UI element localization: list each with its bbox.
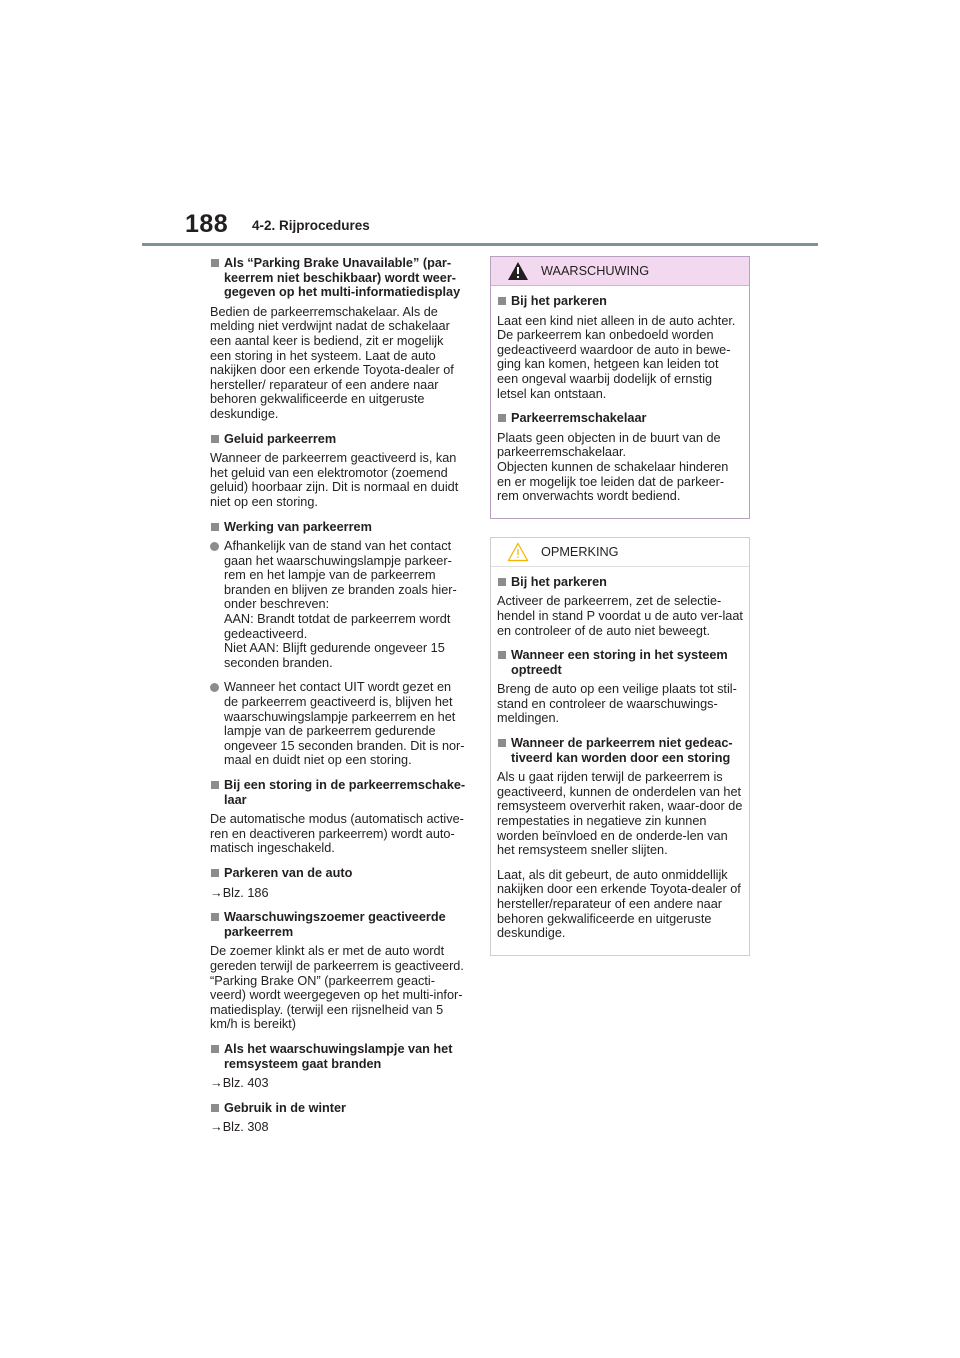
page-reference-link[interactable]: →Blz. 186	[210, 885, 269, 900]
topic-heading	[497, 411, 743, 426]
section-title: 4-2. Rijprocedures	[252, 218, 370, 233]
page-reference-link[interactable]: →Blz. 308	[210, 1120, 269, 1135]
heading-text: Bij het parkeren	[511, 294, 607, 308]
topic-heading	[497, 575, 743, 590]
note-title: OPMERKING	[541, 544, 619, 559]
heading-text: Als “Parking Brake Unavailable” (par- keerrem niet beschikbaar) wordt weer- gegeven op het multi-informatiedisplay	[224, 256, 461, 300]
square-bullet-icon	[211, 523, 219, 531]
warning-title: WAARSCHUWING	[541, 264, 650, 278]
square-bullet-icon	[211, 1045, 219, 1053]
heading-text: Bij het parkeren	[511, 574, 607, 589]
left-column	[210, 256, 466, 1145]
heading-text: Parkeren van de auto	[224, 865, 353, 880]
topic-heading	[210, 256, 466, 300]
paragraph: Plaats geen objecten in de buurt van de parkeerremschakelaar. Objecten kunnen de schakelaar hinderen en er mogelijk toe leiden dat de parkeer-rem onverwachts wordt bediend.	[497, 430, 729, 504]
paragraph: Als u gaat rijden terwijl de parkeerrem is geactiveerd, kunnen de onderdelen van het remsysteem oververhit raken, waar-door de rempestaties in negatieve zin kunnen worden beïnvloed en de onderde-len van het remsysteem sneller slijten.	[497, 770, 743, 858]
bullet-item	[210, 539, 466, 670]
page-reference-link[interactable]: →Blz. 403	[210, 1076, 269, 1091]
bullet-item	[210, 680, 466, 768]
circle-bullet-icon	[210, 683, 219, 692]
square-bullet-icon	[211, 781, 219, 789]
paragraph: Breng de auto op een veilige plaats tot stil-stand en controleer de waarschuwings-meldingen.	[497, 682, 737, 726]
topic-heading	[210, 1042, 466, 1071]
paragraph: Activeer de parkeerrem, zet de selectie-hendel in stand P voordat u de auto ver-laat en controleer of de auto niet beweegt.	[497, 594, 743, 638]
heading-text: Wanneer de parkeerrem niet gedeac- tiveerd kan worden door een storing	[511, 736, 733, 765]
warning-box	[490, 256, 750, 519]
heading-text: Geluid parkeerrem	[224, 431, 337, 446]
topic-heading	[210, 866, 466, 881]
topic-heading	[497, 648, 743, 677]
topic-heading	[210, 1101, 466, 1116]
paragraph: Bedien de parkeerremschakelaar. Als de melding niet verdwijnt nadat de schakelaar een aantal keer is bediend, zit er mogelijk een storing in het systeem. Laat de auto nakijken door een erkende Toyota-dealer of hersteller/ reparateur of een andere naar behoren gekwalificeerde en uitgeruste deskundige.	[210, 304, 454, 421]
page-number: 188	[185, 210, 229, 238]
square-bullet-icon	[211, 869, 219, 877]
heading-text: Waarschuwingszoemer geactiveerde parkeerrem	[224, 910, 446, 939]
square-bullet-icon	[498, 414, 506, 422]
paragraph: De zoemer klinkt als er met de auto wordt gereden terwijl de parkeerrem is geactiveerd. “Parking Brake ON” (parkeerrem geacti-veerd) wordt weergegeven op het multi-infor-matiedisplay. (terwijl een rijsnelheid van 5 km/h is bereikt)	[210, 944, 464, 1032]
topic-heading	[210, 778, 466, 807]
warning-header	[491, 257, 749, 286]
paragraph: Laat een kind niet alleen in de auto achter. De parkeerrem kan onbedoeld worden gedeactiveerd waardoor de auto in bewe-ging kan komen, hetgeen kan leiden tot een ongeval waarbij dodelijk of ernstig letsel kan ontstaan.	[497, 313, 736, 401]
warning-body	[491, 286, 749, 518]
page-header	[0, 0, 960, 250]
square-bullet-icon	[211, 913, 219, 921]
square-bullet-icon	[498, 739, 506, 747]
paragraph: De automatische modus (automatisch active-ren en deactiveren parkeerrem) wordt auto-matisch ingeschakeld.	[210, 812, 464, 856]
square-bullet-icon	[498, 651, 506, 659]
heading-text: Wanneer een storing in het systeem optreedt	[511, 648, 728, 677]
topic-heading	[497, 294, 743, 309]
note-box	[490, 537, 750, 956]
square-bullet-icon	[211, 1104, 219, 1112]
right-column	[490, 256, 750, 956]
paragraph: Wanneer de parkeerrem geactiveerd is, kan het geluid van een elektromotor (zoemend geluid) hoorbaar zijn. Dit is normaal en duidt niet op een storing.	[210, 451, 459, 509]
bullet-text: Afhankelijk van de stand van het contact gaan het waarschuwingslampje parkeer-rem en het lampje van de parkeerrem branden en blijven ze branden zoals hier-onder beschreven: AAN: Brandt totdat de parkeerrem wordt gedeactiveerd. Niet AAN: Blijft gedurende ongeveer 15 seconden branden.	[224, 539, 457, 670]
heading-text: Als het waarschuwingslampje van het remsysteem gaat branden	[224, 1041, 453, 1071]
square-bullet-icon	[211, 435, 219, 443]
heading-text: Gebruik in de winter	[224, 1100, 346, 1115]
paragraph: Laat, als dit gebeurt, de auto onmiddellijk nakijken door een erkende Toyota-dealer of hersteller/reparateur of een andere naar behoren gekwalificeerde en uitgeruste deskundige.	[497, 867, 741, 941]
topic-heading	[210, 432, 466, 447]
note-header	[491, 538, 749, 567]
header-rule	[142, 243, 818, 246]
heading-text: Bij een storing in de parkeerremschake- laar	[224, 778, 466, 807]
heading-text: Parkeerremschakelaar	[511, 411, 647, 426]
topic-heading	[497, 736, 743, 765]
topic-heading	[210, 520, 466, 535]
square-bullet-icon	[498, 297, 506, 305]
square-bullet-icon	[498, 578, 506, 586]
square-bullet-icon	[211, 259, 219, 267]
topic-heading	[210, 910, 466, 939]
note-body	[491, 567, 749, 955]
caution-triangle-icon	[507, 542, 529, 562]
circle-bullet-icon	[210, 542, 219, 551]
warning-triangle-icon	[507, 261, 529, 281]
heading-text: Werking van parkeerrem	[224, 519, 372, 534]
bullet-text: Wanneer het contact UIT wordt gezet en de parkeerrem geactiveerd is, blijven het waarschuwingslampje parkeerrem en het lampje van de parkeerrem gedurende ongeveer 15 seconden branden. Dit is nor-maal en duidt niet op een storing.	[224, 680, 465, 768]
